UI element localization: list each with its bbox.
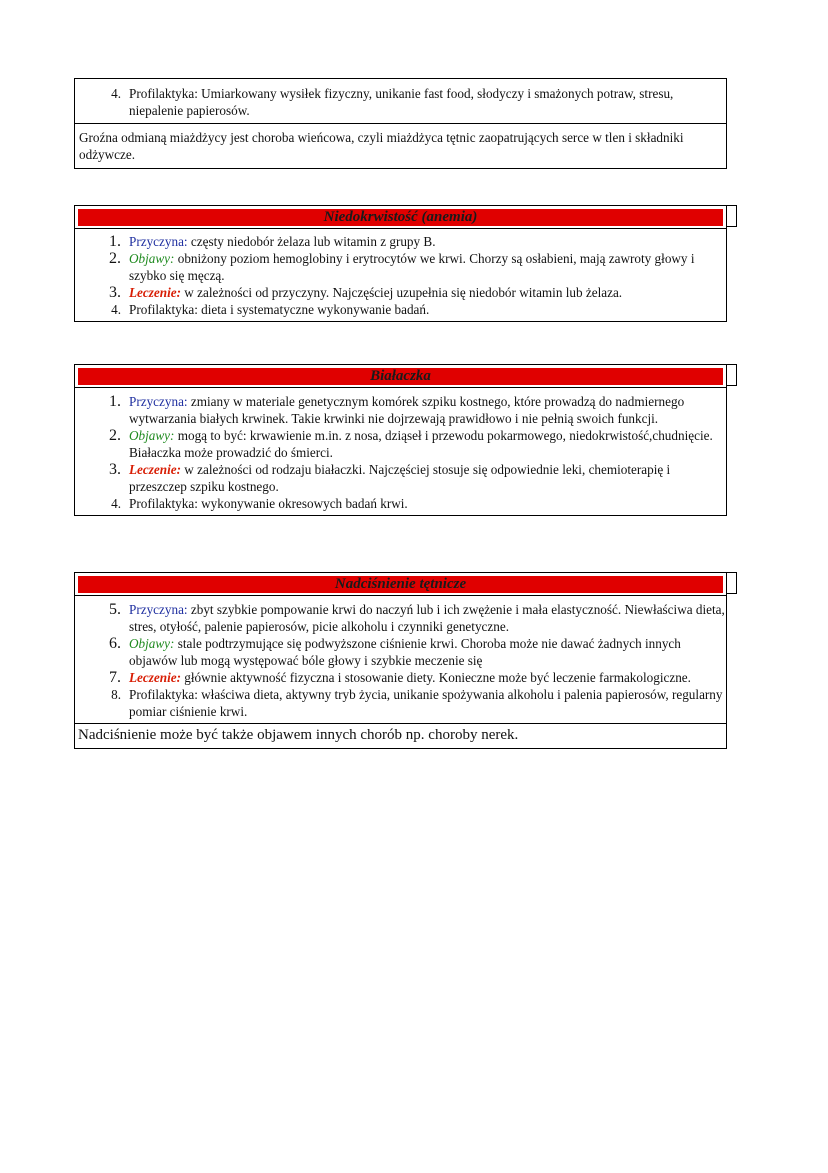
item-text: w zależności od rodzaju białaczki. Najczęściej stosuje się odpowiednie leki, chemioterapię i przeszczep szpiku kostnego.: [129, 462, 671, 494]
list-item: [75, 635, 726, 669]
section-anemia: [74, 205, 727, 322]
item-number: 3.: [109, 284, 121, 301]
item-text: głównie aktywność fizyczna i stosowanie diety. Konieczne może być leczenie farmakologiczne.: [181, 670, 691, 685]
section-title: Nadciśnienie tętnicze: [78, 576, 723, 593]
item-label: Profilaktyka:: [129, 302, 198, 317]
item-label: Profilaktyka:: [129, 687, 198, 702]
header-extension: [726, 364, 737, 386]
section-header: [75, 365, 726, 388]
item-label: Przyczyna:: [129, 394, 188, 409]
item-text: w zależności od przyczyny. Najczęściej uzupełnia się niedobór witamin lub żelaza.: [181, 285, 623, 300]
item-text: wykonywanie okresowych badań krwi.: [197, 496, 408, 511]
item-number: 6.: [109, 635, 121, 652]
item-label: Leczenie:: [129, 670, 181, 685]
header-extension: [726, 205, 737, 227]
item-label: Profilaktyka:: [129, 496, 198, 511]
list-item: [75, 301, 726, 318]
list-item: [75, 85, 726, 119]
list-item: [75, 461, 726, 495]
item-label: Objawy:: [129, 428, 175, 443]
item-number: 4.: [111, 302, 121, 317]
item-label: Profilaktyka:: [129, 86, 198, 101]
item-text: stale podtrzymujące się podwyższone ciśnienie krwi. Choroba może nie dawać żadnych innych objawów lub mogą występować bóle głowy i szybkie meczenie się: [129, 636, 681, 668]
item-text: Umiarkowany wysiłek fizyczny, unikanie fast food, słodyczy i smażonych potraw, stresu, niepalenie papierosów.: [129, 86, 674, 118]
item-text: zbyt szybkie pompowanie krwi do naczyń lub i ich zwężenie i mała elastyczność. Niewłaściwa dieta, stres, otyłość, palenie papierosów, picie alkoholu i czynniki genetyczne.: [129, 602, 725, 634]
list-item: [75, 233, 726, 250]
item-number: 4.: [111, 496, 121, 511]
item-text: właściwa dieta, aktywny tryb życia, unikanie spożywania alkoholu i palenia papierosów, regularny pomiar ciśnienie krwi.: [129, 687, 723, 719]
item-number: 2.: [109, 427, 121, 444]
section-title: Niedokrwistość (anemia): [78, 209, 723, 226]
list-item: [75, 686, 726, 720]
list-item: [75, 495, 726, 512]
item-number: 2.: [109, 250, 121, 267]
item-number: 3.: [109, 461, 121, 478]
item-number: 1.: [109, 233, 121, 250]
section-header: [75, 573, 726, 596]
item-text: obniżony poziom hemoglobiny i erytrocytów we krwi. Chorzy są osłabieni, mają zawroty głowy i szybko się męczą.: [129, 251, 695, 283]
item-number: 8.: [111, 687, 121, 702]
section-hypertension: [74, 572, 727, 749]
item-number: 7.: [109, 669, 121, 686]
item-label: Objawy:: [129, 251, 175, 266]
list-item: [75, 250, 726, 284]
item-label: Leczenie:: [129, 285, 181, 300]
section-leukemia: [74, 364, 727, 516]
top-note: Groźna odmianą miażdżycy jest choroba wieńcowa, czyli miażdżyca tętnic zaopatrujących serce w tlen i składniki odżywcze.: [75, 123, 726, 168]
list-item: [75, 284, 726, 301]
item-text: dieta i systematyczne wykonywanie badań.: [197, 302, 430, 317]
list-item: [75, 601, 726, 635]
section-header: [75, 206, 726, 229]
list-item: [75, 669, 726, 686]
top-box: [74, 78, 727, 169]
header-extension: [726, 572, 737, 594]
item-label: Przyczyna:: [129, 602, 188, 617]
item-number: 1.: [109, 393, 121, 410]
section-note: Nadciśnienie może być także objawem innych chorób np. choroby nerek.: [75, 723, 726, 748]
item-text: mogą to być: krwawienie m.in. z nosa, dziąseł i przewodu pokarmowego, niedokrwistość,chudnięcie. Białaczka może prowadzić do śmierci.: [129, 428, 713, 460]
item-number: 5.: [109, 601, 121, 618]
item-text: częsty niedobór żelaza lub witamin z grupy B.: [187, 234, 436, 249]
list-item: [75, 393, 726, 427]
item-label: Leczenie:: [129, 462, 181, 477]
item-label: Przyczyna:: [129, 234, 188, 249]
item-number: 4.: [111, 86, 121, 101]
item-text: zmiany w materiale genetycznym komórek szpiku kostnego, które prowadzą do nadmiernego wytwarzania białych krwinek. Takie krwinki nie dojrzewają prawidłowo i nie pełnią swoich funkcji.: [129, 394, 685, 426]
section-title: Białaczka: [78, 368, 723, 385]
item-label: Objawy:: [129, 636, 175, 651]
list-item: [75, 427, 726, 461]
